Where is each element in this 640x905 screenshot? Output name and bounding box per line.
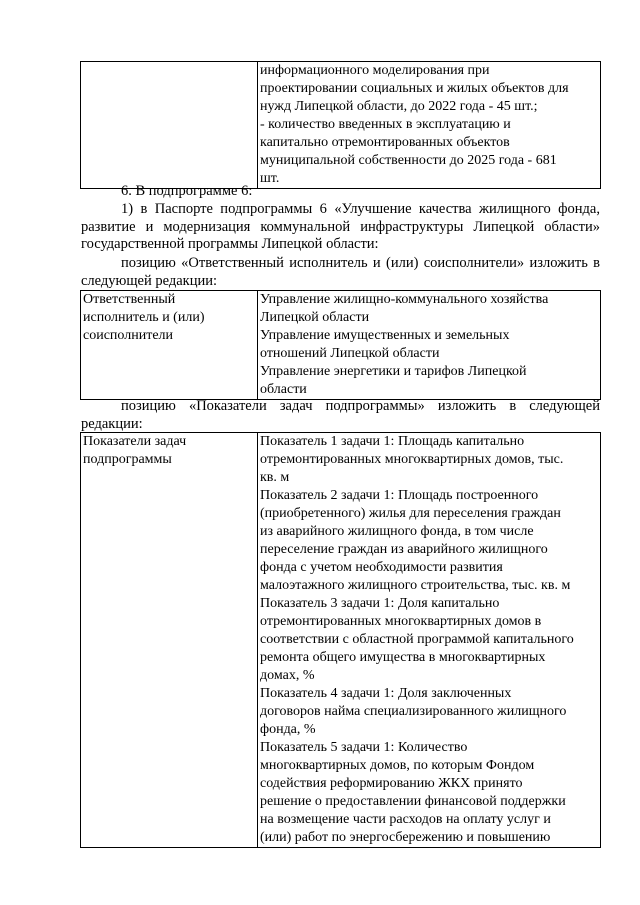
text-line: соответствии с областной программой капитального: [260, 632, 574, 647]
text-line: нужд Липецкой области, до 2022 года - 45 шт.;: [260, 99, 538, 114]
text-line: из аварийного жилищного фонда, в том числе: [260, 524, 534, 539]
text-line: Показатель 4 задачи 1: Доля заключенных: [260, 686, 512, 701]
paragraph-indicators-position: позицию «Показатели задач подпрограммы» изложить в следующей редакции:: [81, 398, 600, 432]
text-line: Показатель 5 задачи 1: Количество: [260, 740, 468, 755]
text-line: содействия реформированию ЖКХ принято: [260, 776, 523, 791]
executor-table-value-cell: [258, 291, 601, 400]
continuation-table: [80, 61, 601, 189]
paragraph-executor-position: позицию «Ответственный исполнитель и (или) соисполнители» изложить в следующей редакции:: [81, 255, 600, 289]
indicators-table-label-cell: [81, 433, 258, 848]
text-line: Управление жилищно-коммунального хозяйства: [260, 292, 549, 307]
text-line: ремонта общего имущества в многоквартирных: [260, 650, 546, 665]
text-line: Показатель 1 задачи 1: Площадь капитально: [260, 434, 525, 449]
continuation-table-left-cell: [81, 62, 258, 189]
paragraph-passport-intro: 1) в Паспорте подпрограммы 6 «Улучшение качества жилищного фонда, развитие и модернизация коммунальной инфраструктуры Липецкой области» государственной программы Липецкой области:: [81, 201, 600, 252]
text-line: Ответственный: [83, 292, 176, 307]
indicators-table: [80, 432, 601, 848]
text-line: фонда с учетом необходимости развития: [260, 560, 503, 575]
text-line: многоквартирных домов, по которым Фондом: [260, 758, 535, 773]
paragraph-section-6: 6. В подпрограмме 6:: [121, 183, 253, 199]
text-line: исполнитель и (или): [83, 310, 205, 325]
executor-table: [80, 290, 601, 400]
text-line: Управление имущественных и земельных: [260, 328, 510, 343]
continuation-table-right-cell: [258, 62, 601, 189]
text-line: проектировании социальных и жилых объектов для: [260, 81, 569, 96]
text-line: отношений Липецкой области: [260, 346, 440, 361]
text-line: подпрограммы: [83, 452, 172, 467]
text-line: Липецкой области: [260, 310, 370, 325]
text-line: соисполнители: [83, 328, 174, 343]
text-line: кв. м: [260, 470, 290, 485]
text-line: на возмещение части расходов на оплату услуг и: [260, 812, 551, 827]
text-line: (или) работ по энергосбережению и повышению: [260, 830, 551, 845]
text-line: договоров найма специализированного жилищного: [260, 704, 567, 719]
text-line: фонда, %: [260, 722, 316, 737]
text-line: - количество введенных в эксплуатацию и: [260, 117, 511, 132]
text-line: Показатель 3 задачи 1: Доля капитально: [260, 596, 500, 611]
text-line: домах, %: [260, 668, 315, 683]
text-line: Показатель 2 задачи 1: Площадь построенного: [260, 488, 539, 503]
text-line: отремонтированных многоквартирных домов в: [260, 614, 542, 629]
text-line: Управление энергетики и тарифов Липецкой: [260, 364, 527, 379]
text-line: шт.: [260, 171, 280, 186]
text-line: муниципальной собственности до 2025 года - 681: [260, 153, 557, 168]
indicators-table-value-cell: [258, 433, 601, 848]
text-line: переселение граждан из аварийного жилищного: [260, 542, 548, 557]
text-line: решение о предоставлении финансовой поддержки: [260, 794, 566, 809]
text-line: информационного моделирования при: [260, 63, 490, 78]
text-line: отремонтированных многоквартирных домов, тыс.: [260, 452, 564, 467]
text-line: капитально отремонтированных объектов: [260, 135, 510, 150]
executor-table-label-cell: [81, 291, 258, 400]
text-line: Показатели задач: [83, 434, 187, 449]
text-line: области: [260, 382, 307, 397]
text-line: малоэтажного жилищного строительства, тыс. кв. м: [260, 578, 571, 593]
text-line: (приобретенного) жилья для переселения граждан: [260, 506, 561, 521]
